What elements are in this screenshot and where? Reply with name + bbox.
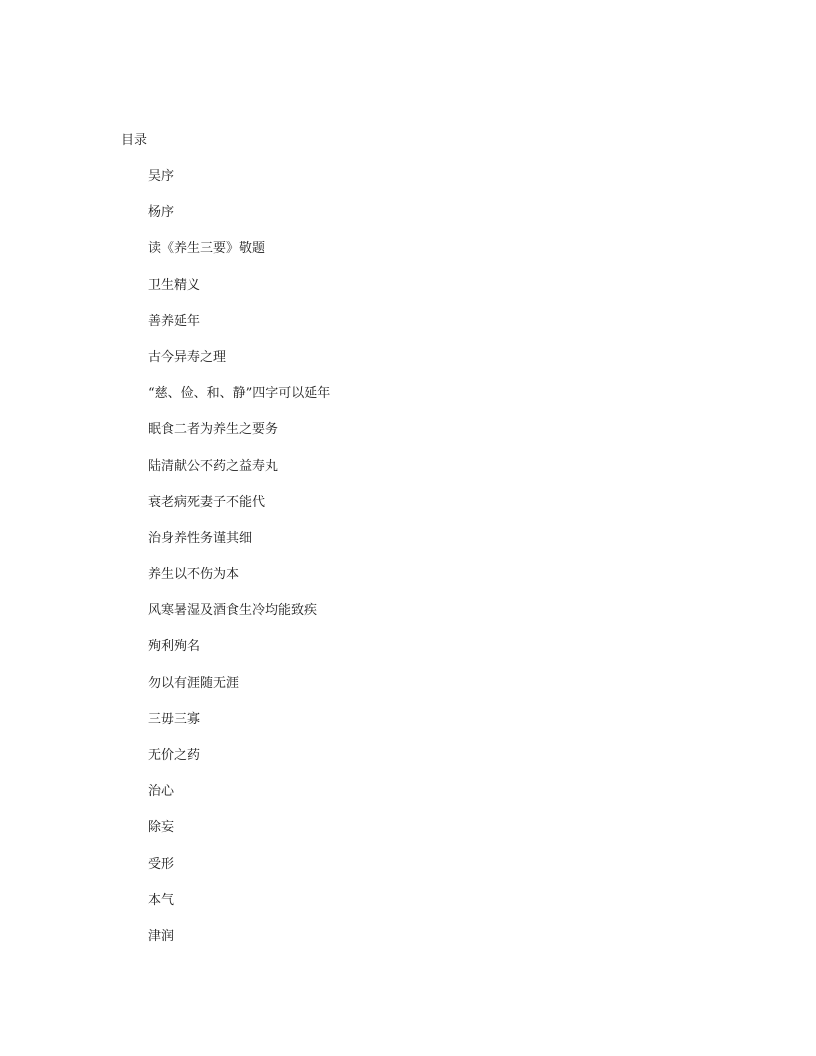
- toc-item-form[interactable]: 受形: [148, 856, 175, 872]
- toc-item-wu-preface[interactable]: 吴序: [148, 169, 175, 184]
- toc-item-hygiene-essence[interactable]: 卫生精义: [148, 277, 201, 293]
- toc-item-remove-delusion[interactable]: 除妄: [148, 820, 175, 836]
- toc-item-three-nots[interactable]: 三毋三寡: [148, 711, 201, 727]
- toc-item-aging-illness[interactable]: 衰老病死妻子不能代: [148, 494, 266, 510]
- toc-item-fluids[interactable]: 津润: [148, 928, 175, 944]
- toc-item-causes-of-illness[interactable]: 风寒暑湿及酒食生冷均能致疾: [148, 603, 318, 619]
- toc-item-no-harm[interactable]: 养生以不伤为本: [148, 567, 240, 583]
- toc-item-ancient-modern-lifespan[interactable]: 古今异寿之理: [148, 349, 227, 365]
- toc-item-four-virtues[interactable]: “慈、俭、和、静”四字可以延年: [148, 386, 331, 402]
- toc-item-priceless-medicine[interactable]: 无价之药: [148, 748, 201, 763]
- toc-item-inscription[interactable]: 读《养生三要》敬题: [148, 241, 266, 257]
- toc-item-longevity[interactable]: 善养延年: [148, 313, 201, 329]
- toc-item-heal-heart[interactable]: 治心: [148, 784, 175, 800]
- toc-item-lu-qingxian[interactable]: 陆清献公不药之益寿丸: [148, 458, 279, 474]
- toc-item-sleep-diet[interactable]: 眠食二者为养生之要务: [148, 422, 279, 438]
- toc-item-yang-preface[interactable]: 杨序: [148, 205, 175, 221]
- toc-title: 目录: [121, 133, 148, 148]
- toc-item-profit-fame[interactable]: 殉利殉名: [148, 639, 201, 655]
- toc-list: [148, 168, 330, 964]
- toc-item-original-qi[interactable]: 本气: [148, 892, 175, 908]
- toc-item-careful-details[interactable]: 治身养性务谨其细: [148, 530, 253, 546]
- toc-item-limited-unlimited[interactable]: 勿以有涯随无涯: [148, 675, 240, 691]
